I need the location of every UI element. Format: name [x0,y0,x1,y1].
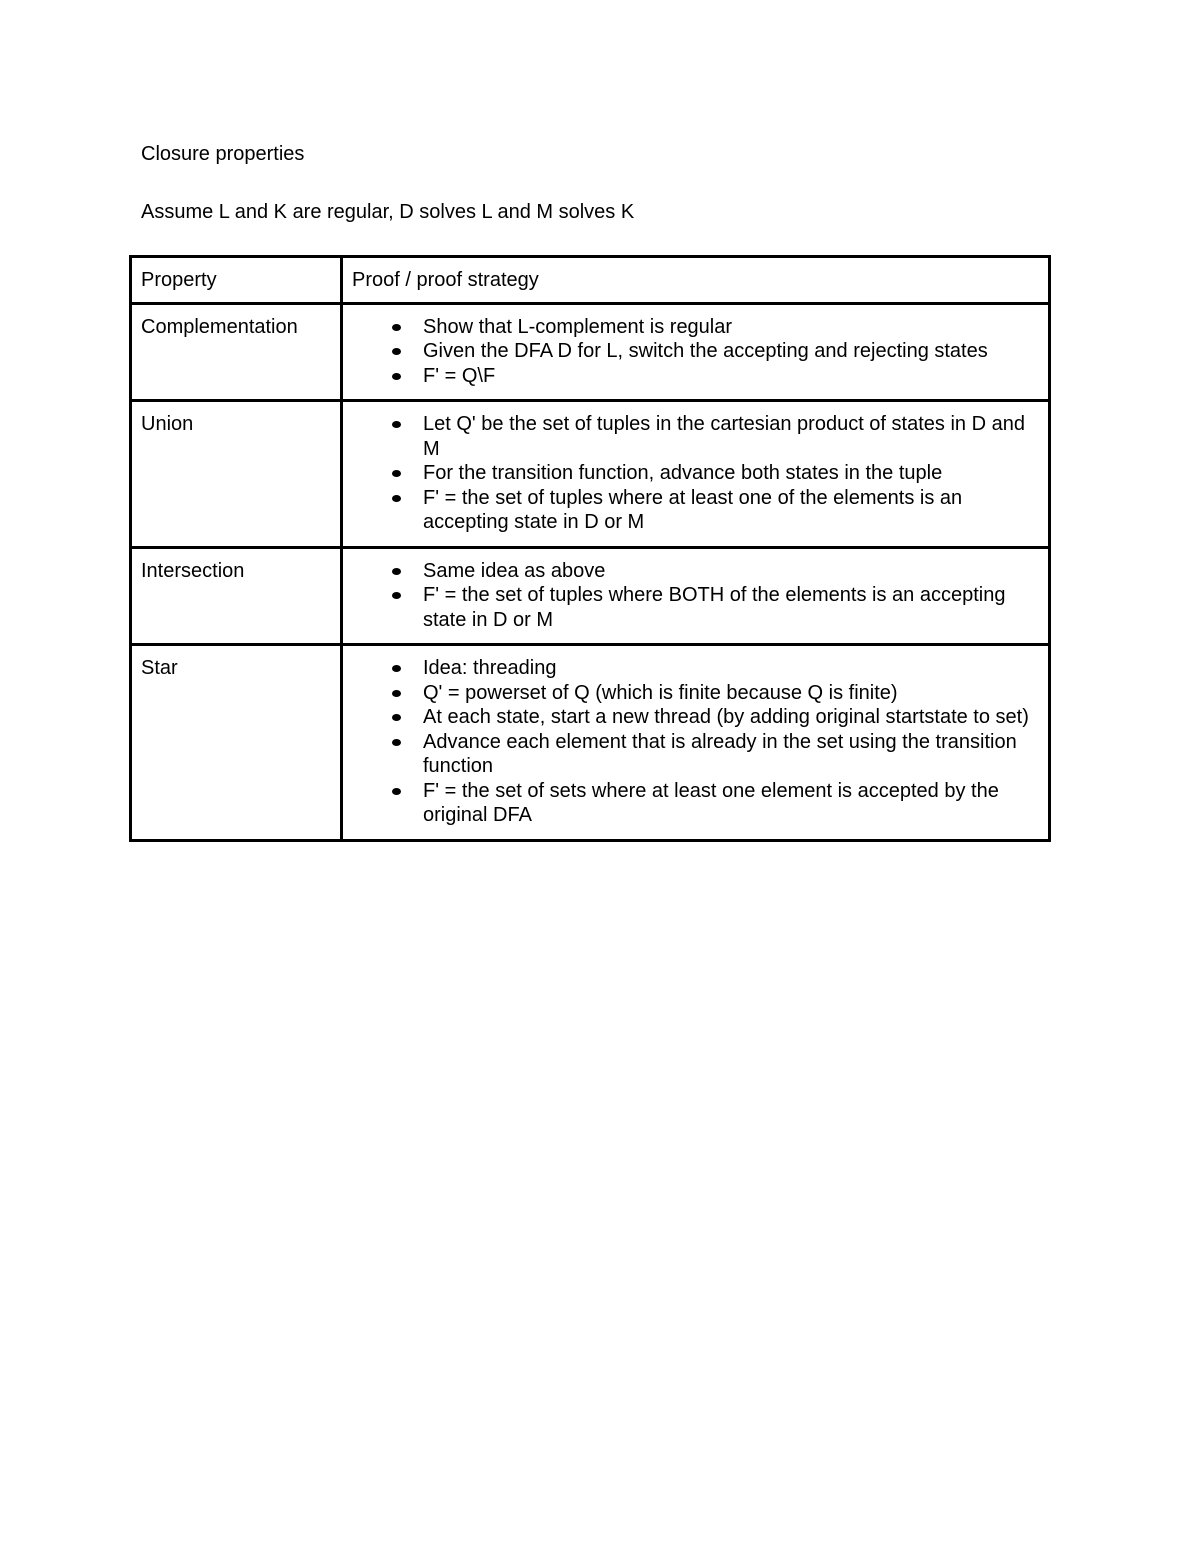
list-item-text: Let Q' be the set of tuples in the cartesian product of states in D and M [423,413,1025,460]
list-item [352,583,1039,632]
list-item-text: F' = the set of tuples where BOTH of the elements is an accepting state in D or M [423,584,1006,631]
list-item [352,339,1039,364]
list-item [352,461,1039,486]
table-row [131,401,1050,548]
bullet-icon [392,470,401,477]
list-item [352,486,1039,535]
property-cell: Intersection [131,547,342,645]
property-cell: Union [131,401,342,548]
list-item-text: F' = Q\F [423,364,496,387]
list-item-text: Advance each element that is already in the set using the transition function [423,730,1017,777]
bullet-icon [392,714,401,721]
list-item-text: Show that L-complement is regular [423,315,733,338]
table-row [131,645,1050,841]
list-item [352,681,1039,706]
bullet-icon [392,324,401,331]
bullet-icon [392,665,401,672]
list-item [352,364,1039,389]
document-subtitle: Assume L and K are regular, D solves L and M solves K [141,201,635,223]
bullet-icon [392,568,401,575]
list-item [352,656,1039,681]
closure-properties-table [129,255,1051,842]
list-item-text: At each state, start a new thread (by adding original startstate to set) [423,706,1029,728]
list-item-text: F' = the set of sets where at least one element is accepted by the original DFA [423,779,999,826]
list-item-text: Q' = powerset of Q (which is finite because Q is finite) [423,681,898,704]
property-cell: Complementation [131,303,342,401]
bullet-icon [392,495,401,502]
table-row [131,303,1050,401]
header-cell-proof: Proof / proof strategy [342,257,1050,304]
proof-cell [342,645,1050,841]
bullet-icon [392,592,401,599]
bullet-icon [392,421,401,428]
list-item [352,315,1039,340]
list-item [352,779,1039,828]
bullet-icon [392,690,401,697]
proof-cell [342,303,1050,401]
bullet-icon [392,373,401,380]
proof-list [352,412,1039,535]
list-item-text: Given the DFA D for L, switch the accepting and rejecting states [423,340,988,362]
list-item-text: Idea: threading [423,657,557,679]
list-item [352,705,1039,730]
list-item [352,412,1039,461]
proof-list [352,656,1039,828]
document-title: Closure properties [141,143,305,165]
list-item-text: F' = the set of tuples where at least one of the elements is an accepting state in D or M [423,486,963,533]
header-cell-property: Property [131,257,342,304]
table-row [131,547,1050,645]
list-item-text: Same idea as above [423,559,606,582]
list-item [352,730,1039,779]
bullet-icon [392,739,401,746]
property-cell: Star [131,645,342,841]
proof-cell [342,547,1050,645]
proof-cell [342,401,1050,548]
proof-list [352,315,1039,389]
bullet-icon [392,788,401,795]
table-header-row [131,257,1050,304]
list-item-text: For the transition function, advance both states in the tuple [423,462,943,484]
list-item [352,559,1039,584]
bullet-icon [392,348,401,355]
proof-list [352,559,1039,633]
